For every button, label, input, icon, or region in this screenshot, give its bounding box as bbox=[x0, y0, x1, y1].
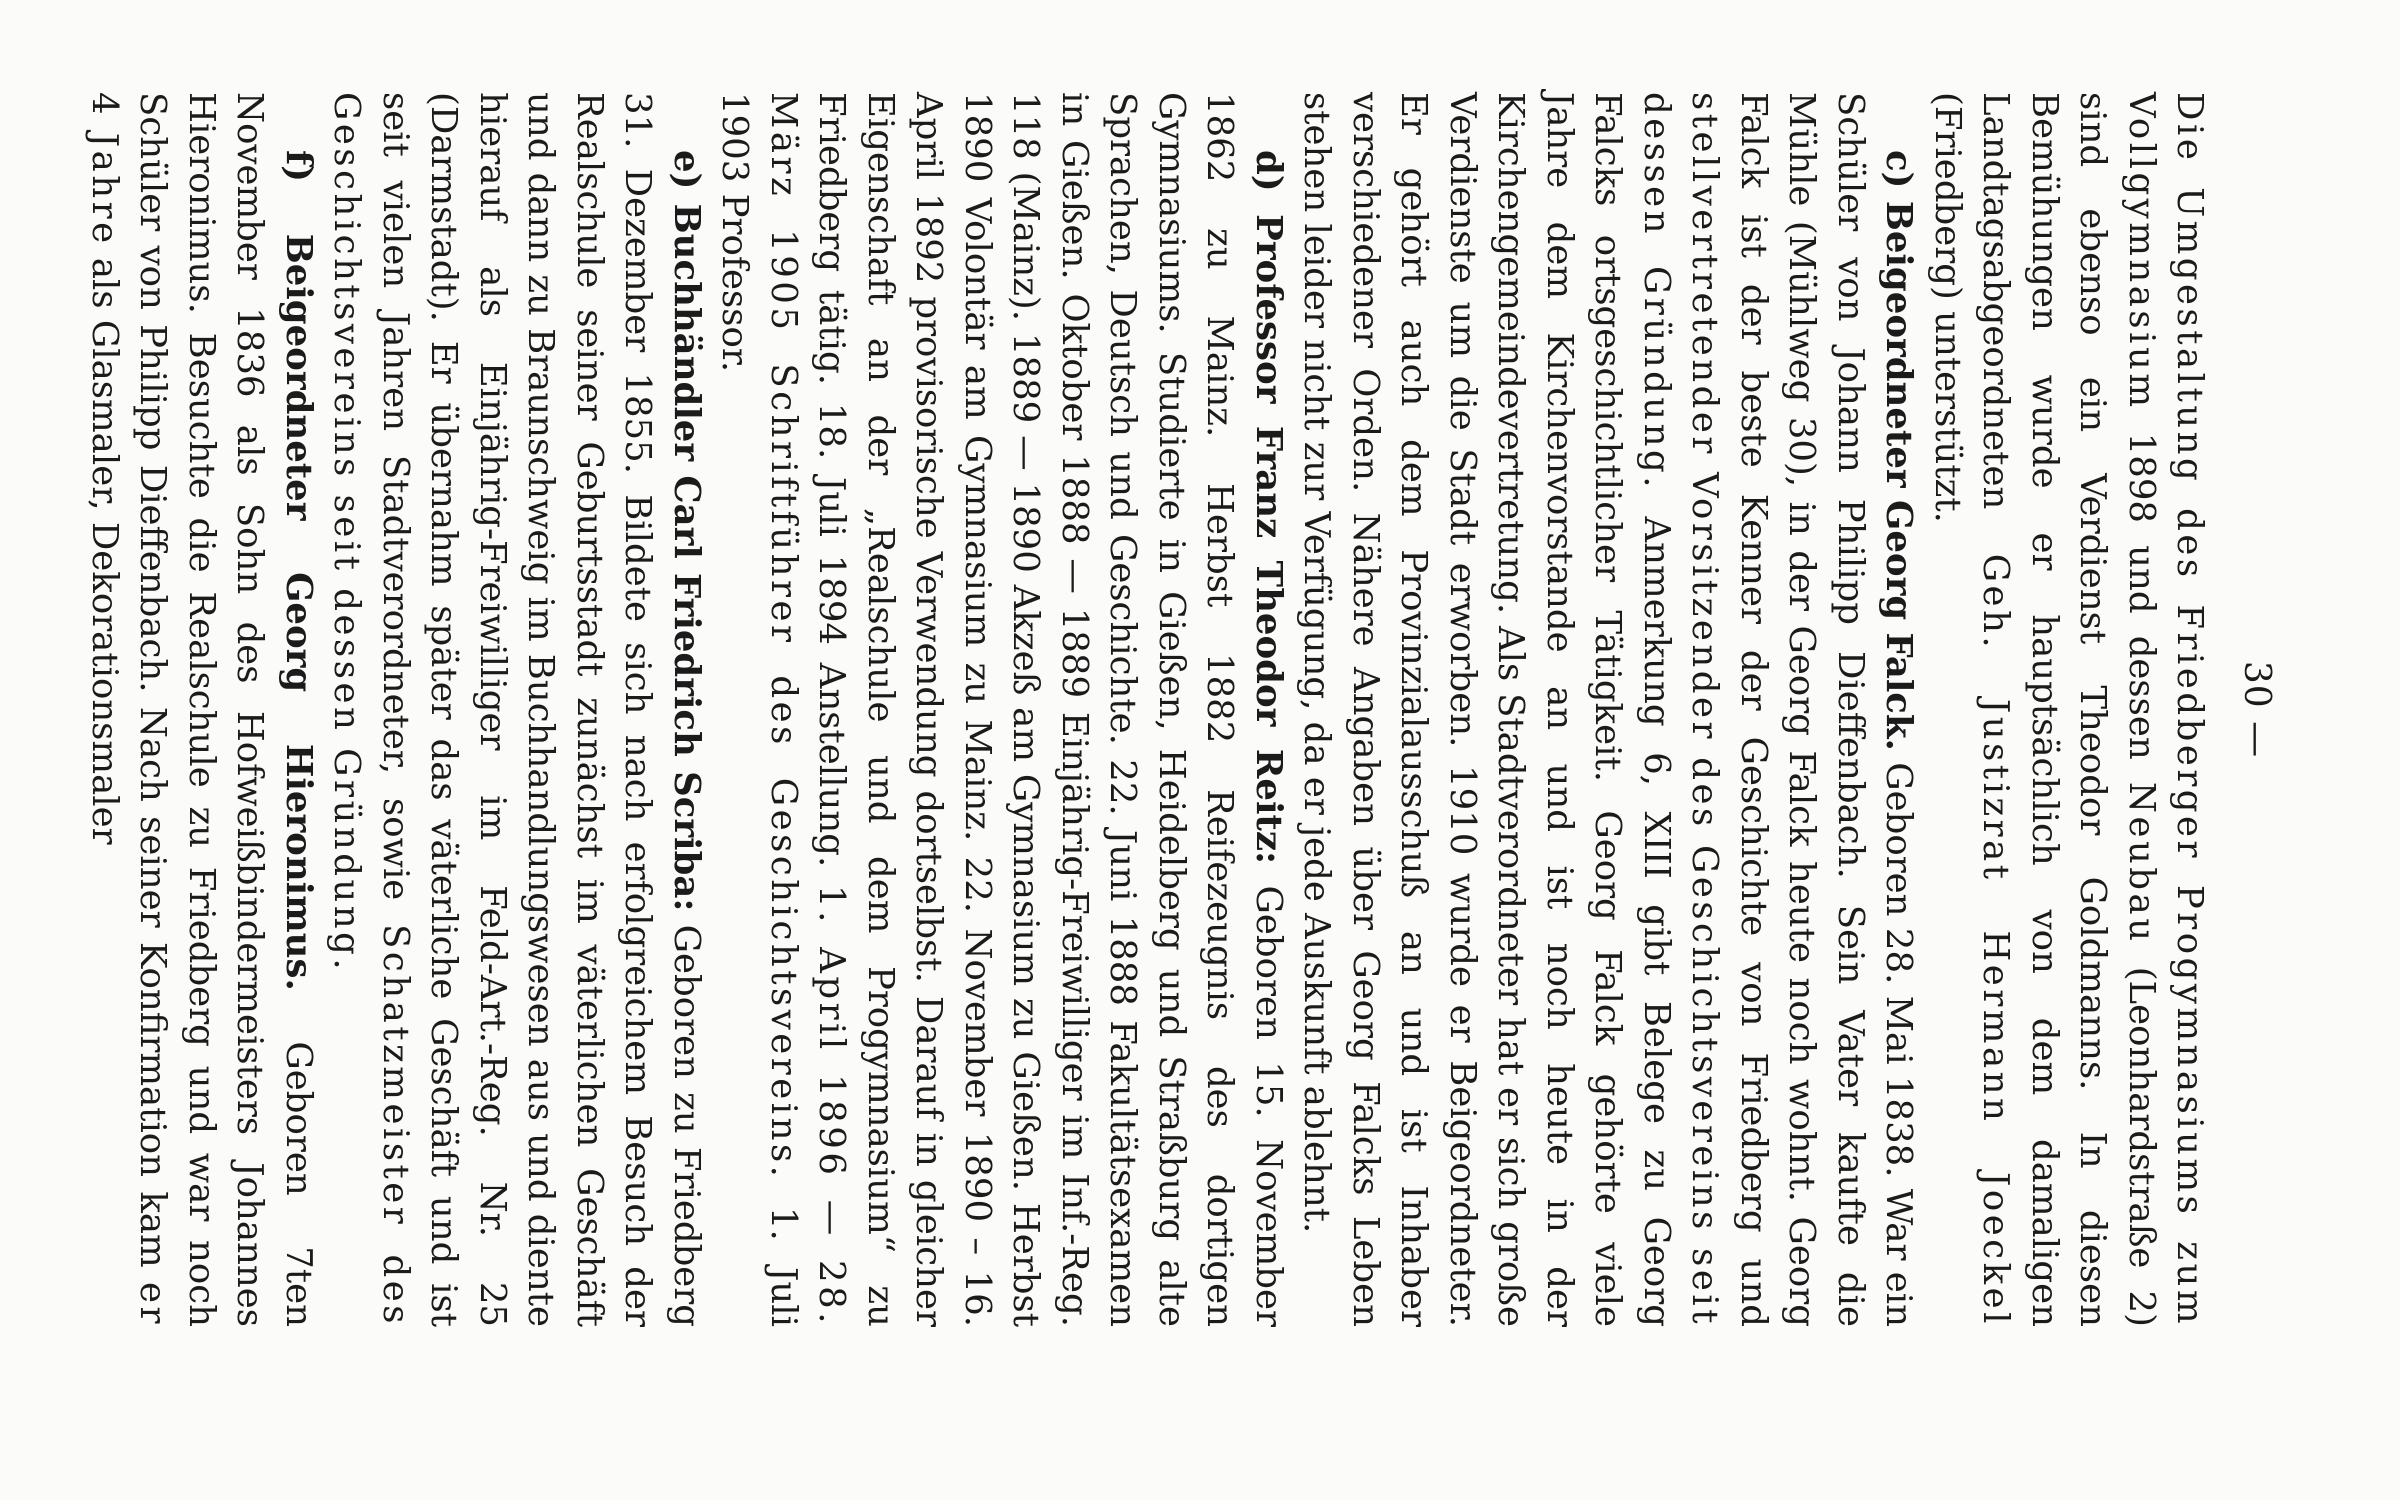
paragraph-text: 1. Juli 1903 Professor. bbox=[714, 92, 804, 1327]
joeckel-name-spaced: Geh. Justizrat Hermann Joeckel bbox=[1975, 553, 2017, 1328]
paragraph-intro-spaced: Die Umgestaltung des Friedberger Progymnasiums zum Vollgymnasium bbox=[2121, 92, 2211, 1327]
paragraph-spaced-text: 1. April 1896 — 28. März 1905 Schriftführer des Geschichtsvereins. bbox=[763, 92, 853, 1327]
paragraph-text: (Leonhardstraße 2) sind ebenso ein Verdienst Theodor Goldmanns. In diesen Bemühungen wurde er hauptsächlich von dem damaligen Landtagsabgeordneten bbox=[1975, 92, 2162, 1327]
paragraph-spaced-text: er 4 Jahre bbox=[84, 92, 174, 1327]
section-heading-falck: c) Beigeordneter Georg Falck. bbox=[1878, 150, 1920, 751]
paragraph-intro-rest: 1898 und dessen bbox=[2121, 410, 2162, 782]
paragraph-text: Geboren zu Friedberg 31. Dezember 1855. Bildete sich nach erfolgreichem Besuch der Realschule seiner Geburtsstadt zunächst im väterlichen Geschäft und dann zu Braunschweig im Buchhandlungswesen aus und diente hierauf als Einjährig-Freiwilliger im Feld-Art.-Reg. Nr. 25 (Darmstadt). Er übernahm später das väterliche Geschäft und ist seit vielen Jahren Stadtverordneter, sowie bbox=[375, 92, 707, 1327]
paragraph-scriba bbox=[322, 92, 710, 1327]
paragraph-spaced-text: stellvertretender Vorsitzender des Geschichtsvereins seit dessen Gründung. bbox=[1636, 92, 1726, 1327]
paragraph-hieronimus bbox=[80, 92, 323, 1327]
paragraph-umgestaltung bbox=[1923, 92, 2214, 1327]
book-page bbox=[80, 92, 2281, 1327]
section-heading-reitz: d) Professor Franz Theodor Reitz: bbox=[1248, 150, 1289, 865]
paragraph-reitz bbox=[710, 92, 1292, 1327]
paragraph-spaced-text: Schatzmeister des Geschichtsvereins seit dessen Gründung. bbox=[326, 92, 416, 1327]
page-number: 30 — bbox=[2236, 660, 2277, 759]
paragraph-text: Anmerkung 6, XIII gibt Belege zu Georg Falcks ortsgeschichtlicher Tätigkeit. Georg Falck gehörte viele Jahre dem Kirchenvorstande an und ist noch heute in der Kirchengemeindevertretung. Als Stadtverordneter hat er sich große Verdienste um die Stadt erworben. 1910 wurde er Beigeordneter. Er gehört auch dem Provinzialausschuß an und ist Inhaber verschiedener Orden. Nähere Angaben über Georg Falcks Leben stehen leider nicht zur Verfügung, da er jede Auskunft ablehnt. bbox=[1296, 92, 1677, 1328]
section-heading-scriba: e) Buchhändler Carl Friedrich Scriba: bbox=[666, 150, 707, 912]
paragraph-text: Geboren 15. November 1862 zu Mainz. Herbst 1882 Reifezeugnis des dortigen Gymnasiums. Studierte in Gießen, Heidelberg und Straßburg alte Sprachen, Deutsch und Geschichte. 22. Juni 1888 Fakultätsexamen in Gießen. Oktober 1888 — 1889 Einjährig-Freiwilliger im Inf.-Reg. 118 (Mainz). 1889 — 1890 Akzeß am Gymnasium zu Gießen. Herbst 1890 Volontär am Gymnasium zu Mainz. 22. November 1890 – 16. April 1892 provisorische Verwendung dortselbst. Darauf in gleicher Eigenschaft an der „Realschule und dem Progymnasium“ zu Friedberg tätig. 18. Juli 1894 Anstellung. bbox=[811, 92, 1289, 1327]
paragraph-falck bbox=[1292, 92, 1923, 1327]
paragraph-text: Geboren 28. Mai 1838. War ein Schüler von Johann Philipp Dieffenbach. Sein Vater kaufte die Mühle (Mühlweg 30), in der Georg Falck heute noch wohnt. Georg Falck ist der beste Kenner der Geschichte von Friedberg und bbox=[1733, 92, 1920, 1327]
paragraph-text: als Glasmaler, Dekorationsmaler bbox=[84, 246, 125, 845]
paragraph-text: Geboren 7ten November 1836 als Sohn des Hofweißbindermeisters Johannes Hieronimus. Besuchte die Realschule zu Friedberg und war noch Schüler von Philipp Dieffenbach. Nach seiner Konfirmation kam bbox=[132, 92, 319, 1327]
paragraph-text: (Friedberg) unterstützt. bbox=[1927, 92, 1968, 523]
neubau-spaced: Neubau bbox=[2121, 781, 2162, 945]
section-heading-hieronimus: f) Beigeordneter Georg Hieronimus. bbox=[278, 150, 319, 991]
